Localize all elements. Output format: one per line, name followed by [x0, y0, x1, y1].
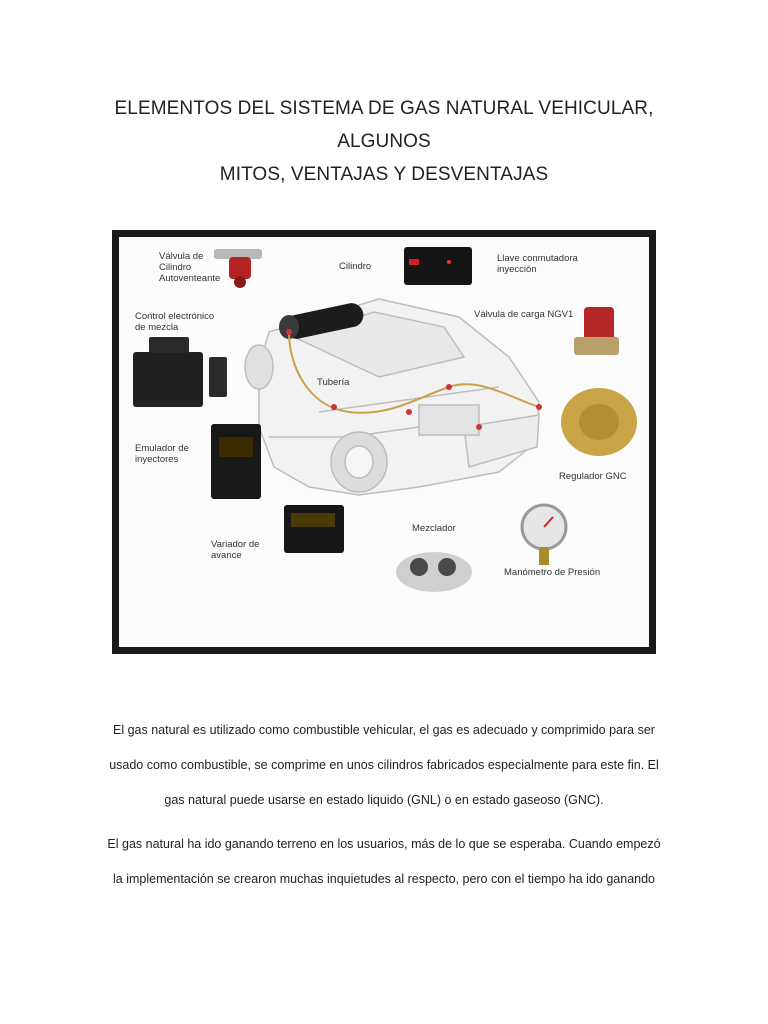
label-valvula-carga: Válvula de carga NGV1 [474, 309, 574, 320]
figure-canvas [119, 237, 649, 647]
gnv-system-figure [112, 230, 656, 654]
label-cilindro: Cilindro [339, 261, 372, 272]
title-line-1: ELEMENTOS DEL SISTEMA DE GAS NATURAL VEHICULAR, ALGUNOS [114, 98, 654, 152]
emulator-component [211, 424, 261, 499]
paragraph-2-line-1: El gas natural ha ido ganando terreno en los usuarios, más de lo que se esperaba. Cuando empezó [107, 837, 661, 851]
regulator-component [561, 388, 637, 456]
document-title [90, 92, 678, 191]
switch-component [404, 247, 472, 285]
label-variador: Variador de avance [211, 539, 260, 561]
figure-illustration [119, 237, 649, 647]
cylinder-valve-component [214, 249, 262, 288]
label-control-electronico: Control electrónico de mezcla [135, 311, 215, 333]
paragraph-1-line-2: usado como combustible, se comprime en unos cilindros fabricados especialmente para este fin. El [109, 758, 659, 772]
paragraph-1-line-3: gas natural puede usarse en estado liquido (GNL) o en estado gaseoso (GNC). [164, 793, 604, 807]
paragraph-1-line-1: El gas natural es utilizado como combustible vehicular, el gas es adecuado y comprimido para ser [113, 723, 655, 737]
paragraph-2 [96, 827, 672, 897]
paragraph-1 [96, 713, 672, 818]
control-unit-component [133, 337, 227, 407]
label-tuberia: Tubería [317, 377, 350, 388]
title-line-2: MITOS, VENTAJAS Y DESVENTAJAS [219, 164, 549, 185]
charge-valve-component [574, 307, 619, 355]
label-llave-conmutadora: Llave conmutadora inyección [497, 253, 578, 275]
label-valvula-cilindro: Válvula de Cilindro Autoventeante [159, 251, 221, 284]
label-manometro: Manómetro de Presión [504, 567, 601, 578]
paragraph-2-line-2: la implementación se crearon muchas inquietudes al respecto, pero con el tiempo ha ido ganando [113, 872, 655, 886]
label-regulador: Regulador GNC [559, 471, 627, 482]
label-mezclador: Mezclador [412, 523, 456, 534]
gauge-component [522, 505, 566, 565]
variator-component [284, 505, 344, 553]
label-emulador: Emulador de inyectores [135, 443, 189, 465]
mixer-component [396, 552, 472, 592]
